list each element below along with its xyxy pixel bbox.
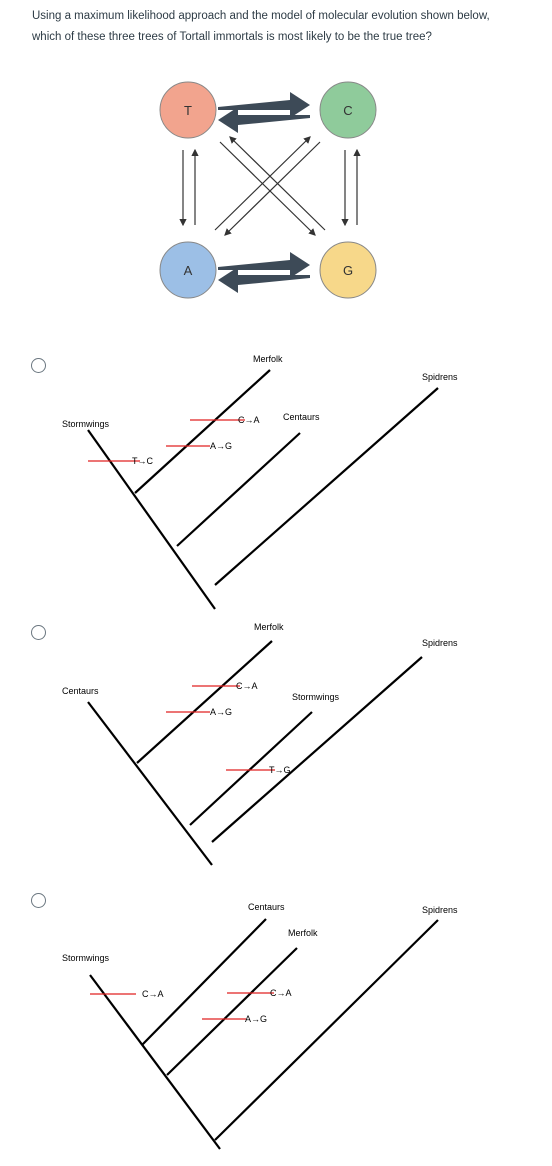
nucleotide-c — [320, 82, 376, 138]
mutation-label: C→A — [142, 989, 164, 999]
mutation-label: A→G — [245, 1014, 268, 1024]
transition-arrows — [218, 92, 310, 293]
taxon-label: Merfolk — [254, 622, 284, 632]
taxon-label: Spidrens — [422, 905, 458, 915]
svg-text:T: T — [184, 103, 192, 118]
taxon-label: Merfolk — [288, 928, 318, 938]
tree-3 — [40, 880, 510, 1155]
taxon-label: Stormwings — [292, 692, 340, 702]
nucleotide-a — [160, 242, 216, 298]
question-text: Using a maximum likelihood approach and the model of molecular evolution shown below, which of these three trees of Tortall immortals is most likely to be the true tree? — [32, 10, 490, 43]
mutation-label: A→G — [210, 441, 233, 451]
taxon-label: Spidrens — [422, 638, 458, 648]
mutation-label: T→C — [132, 456, 153, 466]
taxon-label: Stormwings — [62, 419, 110, 429]
taxon-label: Centaurs — [283, 412, 320, 422]
substitution-model-diagram — [150, 80, 390, 305]
taxon-label: Centaurs — [62, 686, 99, 696]
mutation-label: C→A — [270, 988, 292, 998]
mutation-label: T→G — [269, 765, 291, 775]
tree-1 — [40, 345, 510, 615]
taxon-label: Spidrens — [422, 372, 458, 382]
tree-2 — [40, 612, 510, 882]
svg-text:A: A — [183, 263, 193, 278]
mutation-label: A→G — [210, 707, 233, 717]
nucleotide-g — [320, 242, 376, 298]
transversion-arrows — [183, 137, 357, 235]
taxon-label: Centaurs — [248, 902, 285, 912]
svg-text:G: G — [342, 263, 354, 278]
taxon-label: Merfolk — [253, 354, 283, 364]
svg-text:C: C — [343, 103, 353, 118]
taxon-label: Stormwings — [62, 953, 110, 963]
mutation-label: C→A — [238, 415, 260, 425]
mutation-label: C→A — [236, 681, 258, 691]
nucleotide-t — [160, 82, 216, 138]
